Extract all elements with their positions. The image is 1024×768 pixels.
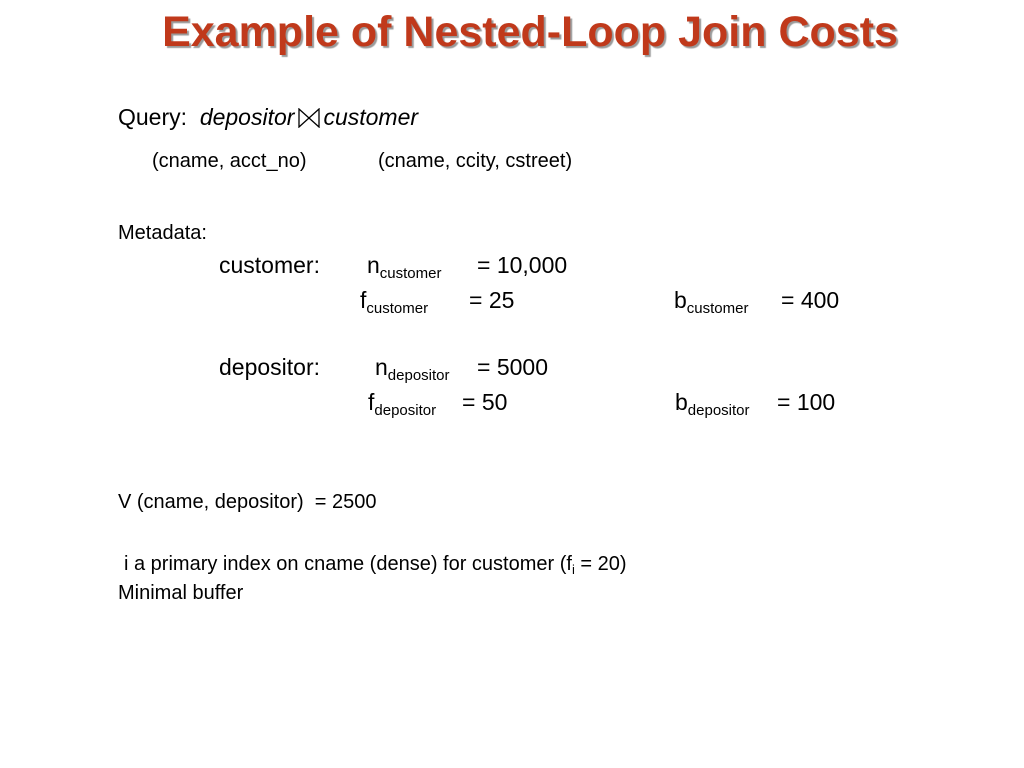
customer-b-value: = 400 xyxy=(781,287,840,313)
depositor-f-sub: depositor xyxy=(374,402,437,419)
query-right-relation: customer xyxy=(323,104,419,130)
metadata-label: Metadata: xyxy=(118,222,207,244)
index-text: i a primary index on cname (dense) for customer (f xyxy=(124,553,572,575)
depositor-f-value: = 50 xyxy=(462,389,508,415)
depositor-b-symbol: b xyxy=(675,389,688,415)
customer-label: customer: xyxy=(219,252,320,278)
buffer-line: Minimal buffer xyxy=(118,582,244,604)
customer-b-sub: customer xyxy=(686,300,749,317)
query-line xyxy=(118,104,418,131)
customer-f-symbol: f xyxy=(360,287,367,313)
depositor-b-sub: depositor xyxy=(687,402,750,419)
v-value: = 2500 xyxy=(314,491,377,513)
customer-n-symbol: n xyxy=(367,252,380,278)
depositor-n-stat xyxy=(375,354,450,384)
depositor-label: depositor: xyxy=(219,354,321,380)
depositor-n-sub: depositor xyxy=(387,367,450,384)
depositor-f-symbol: f xyxy=(368,389,375,415)
query-label: Query: xyxy=(118,104,188,130)
query-left-schema: (cname, acct_no) xyxy=(152,150,307,172)
customer-b-symbol: b xyxy=(674,287,687,313)
customer-f-value: = 25 xyxy=(469,287,515,313)
query-left-relation: depositor xyxy=(199,104,295,130)
depositor-n-value: = 5000 xyxy=(477,354,548,380)
customer-f-sub: customer xyxy=(366,300,429,317)
index-tail: = 20) xyxy=(580,553,627,575)
customer-f-stat xyxy=(360,287,429,317)
natural-join-icon xyxy=(298,108,320,128)
v-label: V (cname, depositor) xyxy=(118,491,304,513)
query-right-schema: (cname, ccity, cstreet) xyxy=(378,150,573,172)
depositor-f-stat xyxy=(368,389,437,419)
depositor-b-stat xyxy=(675,389,750,419)
depositor-b-value: = 100 xyxy=(777,389,836,415)
customer-n-stat xyxy=(367,252,442,282)
index-sub: i xyxy=(571,562,575,577)
v-line xyxy=(118,491,377,514)
customer-b-stat xyxy=(674,287,749,317)
depositor-n-symbol: n xyxy=(375,354,388,380)
slide-title: Example of Nested-Loop Join Costs xyxy=(162,8,898,56)
customer-n-sub: customer xyxy=(379,265,442,282)
index-line xyxy=(124,553,627,576)
customer-n-value: = 10,000 xyxy=(477,252,568,278)
